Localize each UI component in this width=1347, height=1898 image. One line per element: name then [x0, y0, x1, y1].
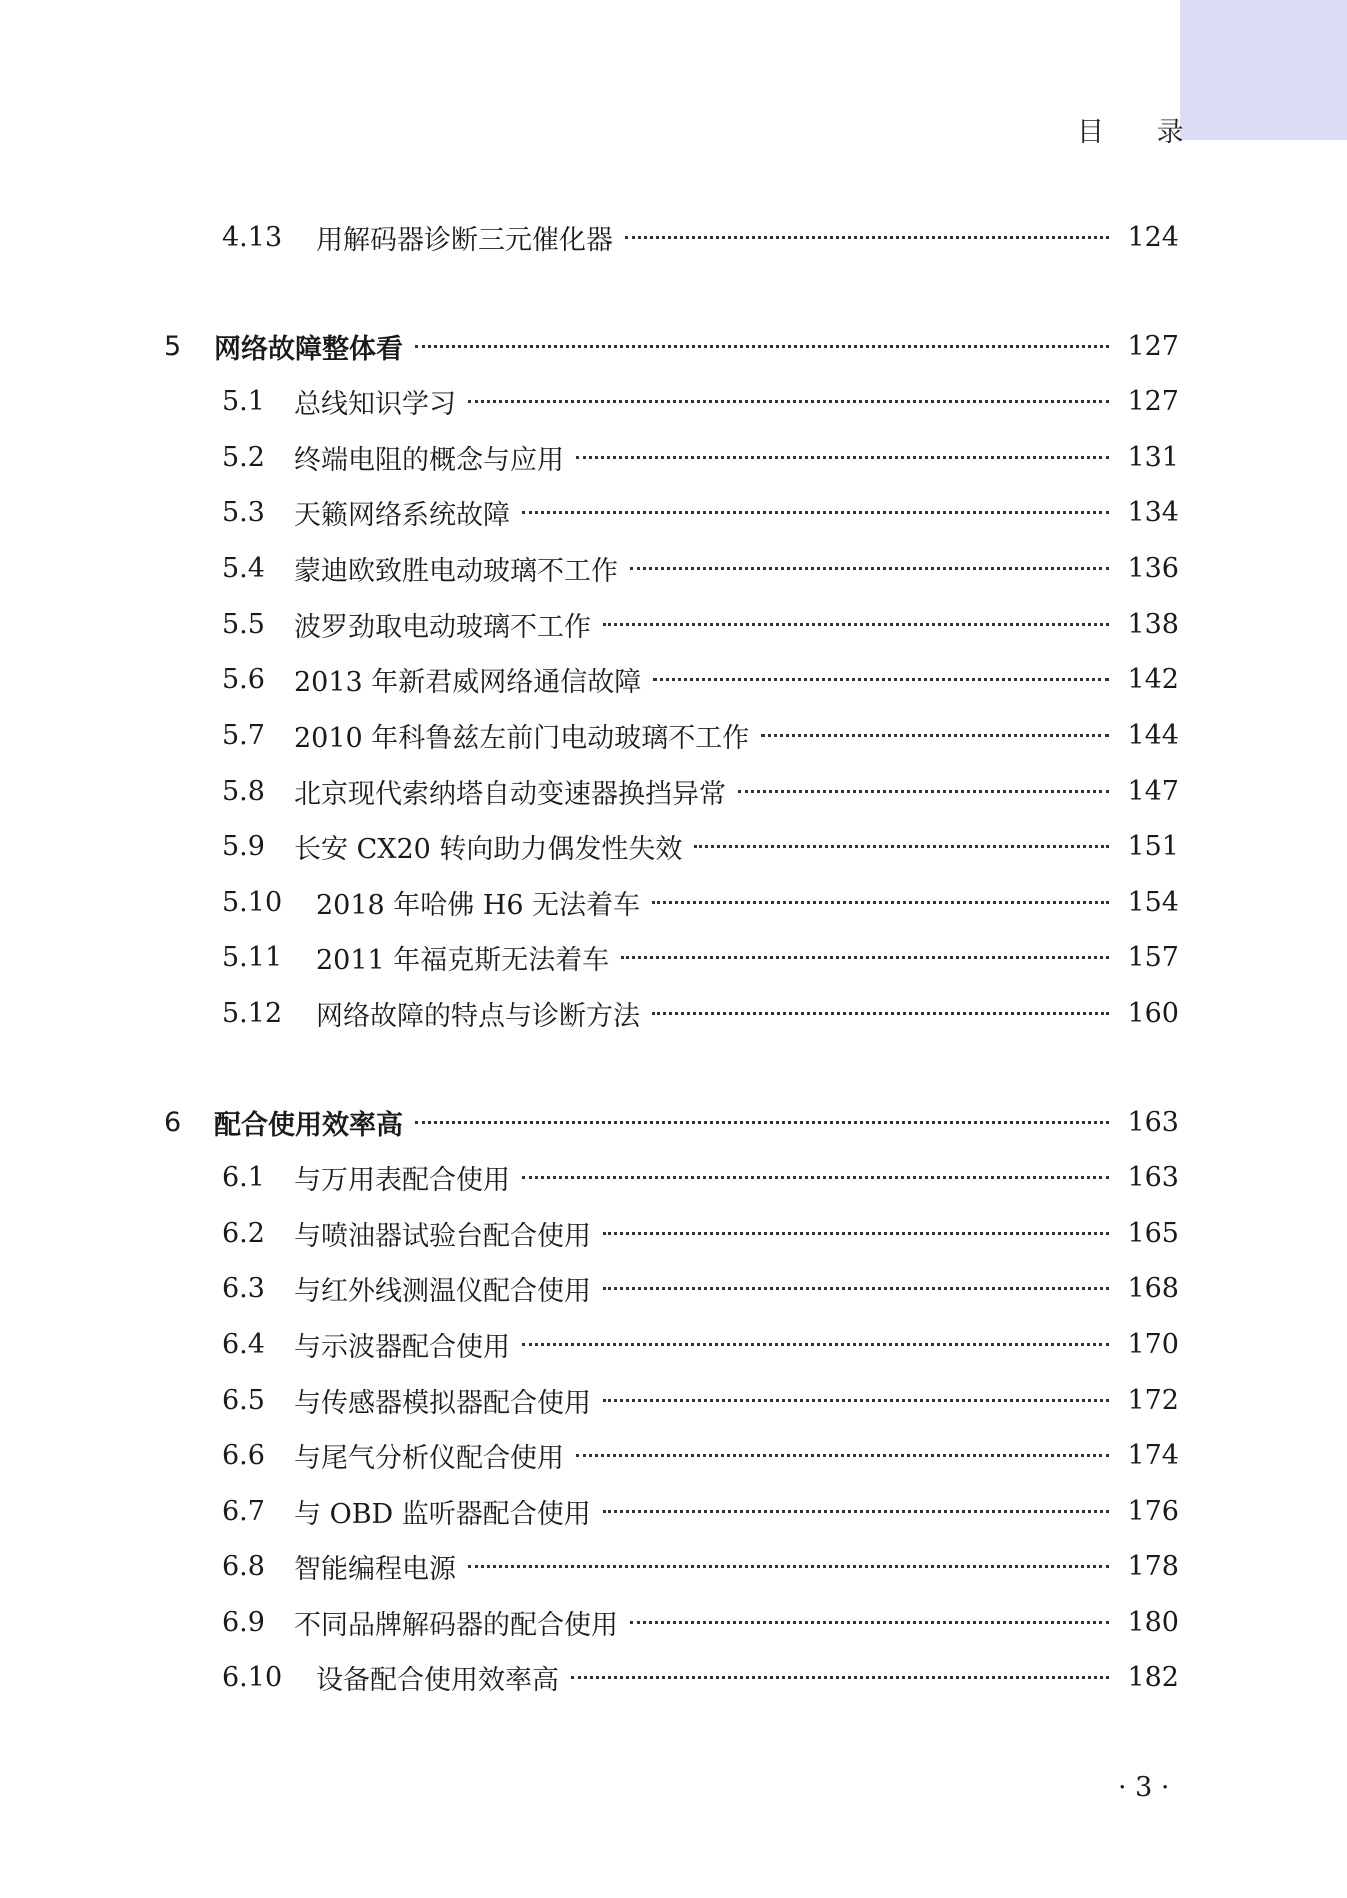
dot-leader: [603, 623, 1109, 626]
toc-entry-number: 5.3: [222, 496, 265, 528]
dot-leader: [415, 1121, 1109, 1124]
toc-entry-title: 与传感器模拟器配合使用: [294, 1387, 591, 1419]
toc-entry-number: 5.9: [222, 830, 265, 862]
dot-leader: [468, 400, 1109, 403]
toc-entry-number: 5.10: [222, 886, 283, 918]
toc-entry-number: 5.4: [222, 552, 265, 584]
dot-leader: [522, 511, 1109, 514]
toc-section-row[interactable]: [0, 1380, 1347, 1420]
toc-entry-page: 174: [1127, 1439, 1179, 1471]
toc-entry-page: 131: [1127, 441, 1179, 473]
toc-section-row[interactable]: [0, 715, 1347, 755]
toc-entry-number: 6.4: [222, 1328, 265, 1360]
dot-leader: [522, 1343, 1109, 1346]
toc-entry-number: 6.9: [222, 1606, 265, 1638]
toc-entry-page: 142: [1127, 663, 1179, 695]
toc-entry-title: 总线知识学习: [294, 388, 456, 420]
toc-entry-number: 6.6: [222, 1439, 265, 1471]
toc-entry-title: 长安 CX20 转向助力偶发性失效: [294, 833, 683, 865]
toc-entry-number: 6.7: [222, 1495, 265, 1527]
toc-entry-page: 180: [1127, 1606, 1179, 1638]
toc-section-row[interactable]: [0, 604, 1347, 644]
dot-leader: [652, 1012, 1109, 1015]
toc-entry-number: 6.1: [222, 1161, 265, 1193]
toc-section-row[interactable]: [0, 1435, 1347, 1475]
dot-leader: [621, 956, 1109, 959]
toc-entry-number: 6.5: [222, 1384, 265, 1416]
toc-entry-number: 5.1: [222, 385, 265, 417]
dot-leader: [603, 1510, 1109, 1513]
toc-entry-page: 168: [1127, 1272, 1179, 1304]
toc-entry-page: 134: [1127, 496, 1179, 528]
toc-entry-number: 5: [164, 330, 182, 362]
toc-entry-title: 与万用表配合使用: [294, 1164, 510, 1196]
running-header: 目 录: [1077, 117, 1206, 148]
toc-entry-page: 127: [1127, 330, 1179, 362]
toc-section-row[interactable]: [0, 1213, 1347, 1253]
toc-entry-page: 144: [1127, 719, 1179, 751]
toc-entry-title: 智能编程电源: [294, 1553, 456, 1585]
toc-entry-number: 6.3: [222, 1272, 265, 1304]
toc-entry-page: 170: [1127, 1328, 1179, 1360]
toc-entry-number: 5.8: [222, 775, 265, 807]
toc-section-row[interactable]: [0, 1491, 1347, 1531]
toc-section-row[interactable]: [0, 993, 1347, 1033]
toc-entry-page: 176: [1127, 1495, 1179, 1527]
toc-section-row[interactable]: [0, 437, 1347, 477]
toc-section-row[interactable]: [0, 1268, 1347, 1308]
dot-leader: [652, 901, 1109, 904]
toc-section-row[interactable]: [0, 1657, 1347, 1697]
toc-entry-title: 终端电阻的概念与应用: [294, 444, 564, 476]
dot-leader: [694, 845, 1109, 848]
toc-entry-title: 网络故障的特点与诊断方法: [316, 1000, 640, 1032]
toc-entry-number: 6.2: [222, 1217, 265, 1249]
toc-section-row[interactable]: [0, 882, 1347, 922]
toc-entry-page: 136: [1127, 552, 1179, 584]
toc-entry-number: 5.12: [222, 997, 283, 1029]
toc-section-row[interactable]: [0, 381, 1347, 421]
toc-entry-title: 用解码器诊断三元催化器: [316, 224, 613, 256]
toc-entry-number: 5.2: [222, 441, 265, 473]
dot-leader: [468, 1565, 1109, 1568]
toc-entry-title: 2010 年科鲁兹左前门电动玻璃不工作: [294, 722, 750, 754]
dot-leader: [522, 1176, 1109, 1179]
toc-entry-page: 127: [1127, 385, 1179, 417]
page-number: · 3 ·: [1118, 1772, 1170, 1803]
dot-leader: [571, 1676, 1109, 1679]
toc-entry-number: 4.13: [222, 221, 283, 253]
dot-leader: [603, 1232, 1109, 1235]
toc-entry-title: 与尾气分析仪配合使用: [294, 1442, 564, 1474]
toc-entry-number: 5.7: [222, 719, 265, 751]
toc-section-row[interactable]: [0, 826, 1347, 866]
dot-leader: [761, 734, 1109, 737]
toc-section-row[interactable]: [0, 659, 1347, 699]
dot-leader: [653, 678, 1109, 681]
toc-section-row[interactable]: [0, 548, 1347, 588]
dot-leader: [630, 567, 1109, 570]
toc-entry-page: 160: [1127, 997, 1179, 1029]
toc-entry-number: 5.5: [222, 608, 265, 640]
dot-leader: [576, 1454, 1109, 1457]
toc-entry-page: 151: [1127, 830, 1179, 862]
toc-entry-title: 与示波器配合使用: [294, 1331, 510, 1363]
toc-entry-title: 2013 年新君威网络通信故障: [294, 666, 642, 698]
dot-leader: [603, 1287, 1109, 1290]
toc-section-row[interactable]: [0, 1157, 1347, 1197]
dot-leader: [738, 790, 1109, 793]
toc-section-row[interactable]: [0, 1324, 1347, 1364]
dot-leader: [576, 456, 1109, 459]
toc-entry-title: 天籁网络系统故障: [294, 499, 510, 531]
toc-entry-page: 165: [1127, 1217, 1179, 1249]
toc-entry-page: 182: [1127, 1661, 1179, 1693]
toc-entry-page: 157: [1127, 941, 1179, 973]
dot-leader: [625, 236, 1109, 239]
toc-entry-title: 与红外线测温仪配合使用: [294, 1275, 591, 1307]
toc-entry-title: 北京现代索纳塔自动变速器换挡异常: [294, 778, 726, 810]
dot-leader: [630, 1621, 1109, 1624]
toc-entry-title: 2011 年福克斯无法着车: [316, 944, 610, 976]
toc-entry-title: 波罗劲取电动玻璃不工作: [294, 611, 591, 643]
toc-entry-number: 6.8: [222, 1550, 265, 1582]
dot-leader: [415, 345, 1109, 348]
toc-entry-page: 124: [1127, 221, 1179, 253]
toc-entry-title: 不同品牌解码器的配合使用: [294, 1609, 618, 1641]
toc-entry-number: 6.10: [222, 1661, 283, 1693]
dot-leader: [603, 1399, 1109, 1402]
toc-entry-page: 163: [1127, 1161, 1179, 1193]
toc-section-row[interactable]: [0, 1602, 1347, 1642]
toc-entry-page: 163: [1127, 1106, 1179, 1138]
toc-entry-title: 配合使用效率高: [214, 1109, 403, 1141]
toc-section-row[interactable]: [0, 217, 1347, 257]
toc-entry-title: 与 OBD 监听器配合使用: [294, 1498, 591, 1530]
toc-entry-title: 与喷油器试验台配合使用: [294, 1220, 591, 1252]
toc-chapter-row[interactable]: [0, 326, 1347, 366]
toc-entry-title: 2018 年哈佛 H6 无法着车: [316, 889, 641, 921]
toc-entry-number: 5.6: [222, 663, 265, 695]
toc-entry-title: 网络故障整体看: [214, 333, 403, 365]
toc-section-row[interactable]: [0, 937, 1347, 977]
toc-entry-page: 138: [1127, 608, 1179, 640]
toc-section-row[interactable]: [0, 1546, 1347, 1586]
toc-section-row[interactable]: [0, 492, 1347, 532]
toc-entry-page: 147: [1127, 775, 1179, 807]
toc-entry-title: 设备配合使用效率高: [316, 1664, 559, 1696]
toc-entry-page: 172: [1127, 1384, 1179, 1416]
toc-entry-number: 5.11: [222, 941, 283, 973]
toc-section-row[interactable]: [0, 771, 1347, 811]
toc-entry-page: 178: [1127, 1550, 1179, 1582]
toc-chapter-row[interactable]: [0, 1102, 1347, 1142]
toc-entry-title: 蒙迪欧致胜电动玻璃不工作: [294, 555, 618, 587]
toc-entry-number: 6: [164, 1106, 182, 1138]
toc-entry-page: 154: [1127, 886, 1179, 918]
